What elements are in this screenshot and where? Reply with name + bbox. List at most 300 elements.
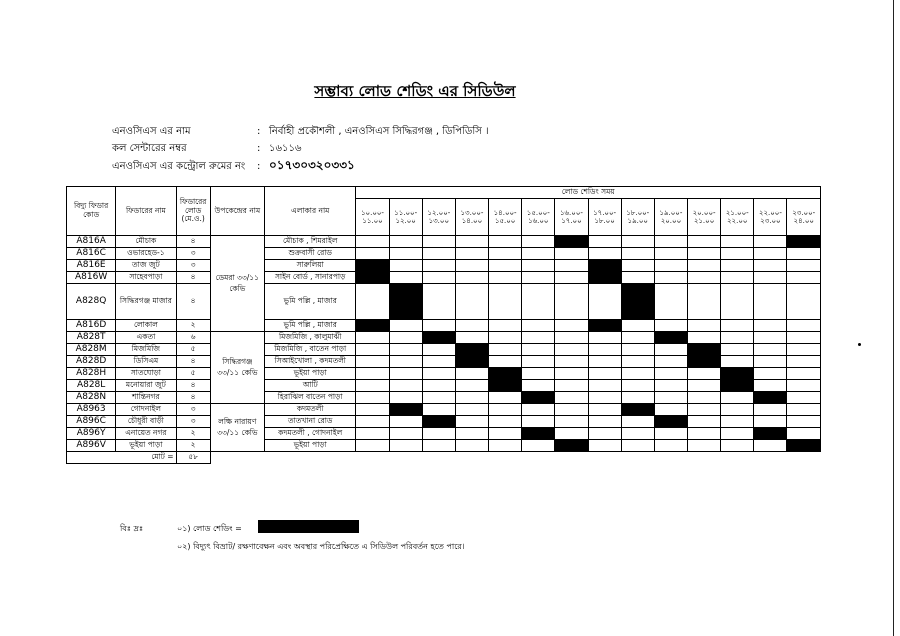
shedding-slot-off bbox=[588, 404, 621, 416]
shedding-slot-off bbox=[721, 392, 754, 404]
shedding-slot-off bbox=[787, 356, 821, 368]
shedding-slot-off bbox=[754, 404, 787, 416]
shedding-slot-off bbox=[522, 332, 555, 344]
shedding-slot-on bbox=[654, 332, 687, 344]
shedding-slot-off bbox=[455, 428, 488, 440]
page-title: সম্ভাব্য লোড শেডিং এর সিডিউল bbox=[314, 82, 516, 100]
shedding-slot-off bbox=[588, 380, 621, 392]
shedding-slot-on bbox=[787, 440, 821, 452]
note-2: ০২) বিদ্যুৎ বিভ্রাট/ রক্ষণাবেক্ষন এবং অবস্থার পরিপ্রেক্ষিতে এ সিডিউল পরিবর্তন হতে পারে। bbox=[177, 542, 465, 551]
shedding-slot-off bbox=[455, 380, 488, 392]
shedding-slot-off bbox=[621, 440, 654, 452]
shedding-slot-on bbox=[489, 380, 522, 392]
shedding-slot-off bbox=[522, 284, 555, 320]
shedding-slot-on bbox=[389, 284, 422, 320]
shedding-slot-off bbox=[754, 284, 787, 320]
shedding-slot-off bbox=[687, 416, 720, 428]
shedding-slot-off bbox=[787, 416, 821, 428]
shedding-slot-off bbox=[389, 260, 422, 272]
feeder-load: ৩ bbox=[176, 248, 210, 260]
shedding-slot-off bbox=[522, 356, 555, 368]
shedding-slot-off bbox=[489, 344, 522, 356]
shedding-slot-on bbox=[455, 356, 488, 368]
shedding-slot-off bbox=[422, 344, 455, 356]
shedding-slot-off bbox=[687, 440, 720, 452]
time-slot-end: ১৮.০০ bbox=[594, 217, 615, 225]
time-slot-end: ১৩.০০ bbox=[428, 217, 450, 225]
time-slot-header bbox=[754, 199, 787, 236]
feeder-load: ৫ bbox=[176, 368, 210, 380]
feeder-load: ৩ bbox=[176, 416, 210, 428]
shedding-slot-off bbox=[687, 404, 720, 416]
shedding-slot-off bbox=[621, 248, 654, 260]
shedding-slot-off bbox=[754, 440, 787, 452]
feeder-load: ৫ bbox=[176, 344, 210, 356]
shedding-slot-off bbox=[522, 416, 555, 428]
shedding-slot-off bbox=[422, 368, 455, 380]
shedding-slot-off bbox=[687, 284, 720, 320]
info-label: এনওসিএস এর কন্ট্রোল রুমের নং bbox=[112, 161, 246, 172]
time-slot-start: ১৩.০০- bbox=[460, 208, 484, 217]
shedding-slot-off bbox=[389, 332, 422, 344]
shedding-slot-off bbox=[455, 320, 488, 332]
feeder-code: A828Q bbox=[67, 284, 116, 320]
time-slot-start: ১২.০০- bbox=[427, 208, 451, 217]
shedding-slot-on bbox=[522, 428, 555, 440]
table-row bbox=[67, 404, 821, 416]
time-slot-start: ১৪.০০- bbox=[493, 208, 517, 217]
info-label: কল সেন্টারের নম্বর bbox=[112, 143, 187, 154]
feeder-name: চৌধুরী বাড়ী bbox=[116, 416, 176, 428]
shedding-slot-off bbox=[721, 236, 754, 248]
shedding-slot-off bbox=[787, 248, 821, 260]
feeder-name: মিজমিজি bbox=[116, 344, 176, 356]
time-slot-start: ১১.০০- bbox=[394, 208, 418, 217]
table-row bbox=[67, 416, 821, 428]
time-slot-end: ২৪.০০ bbox=[793, 217, 814, 225]
shedding-slot-off bbox=[588, 368, 621, 380]
shedding-slot-on bbox=[687, 356, 720, 368]
shedding-slot-off bbox=[654, 368, 687, 380]
feeder-code: A816A bbox=[67, 236, 116, 248]
shedding-slot-off bbox=[621, 236, 654, 248]
shedding-slot-off bbox=[754, 236, 787, 248]
feeder-code: A828D bbox=[67, 356, 116, 368]
time-slot-header bbox=[654, 199, 687, 236]
header-feeder-load: ফিডারের লোড (মে.ও.) bbox=[176, 187, 210, 236]
info-label: এনওসিএস এর নাম bbox=[112, 126, 191, 137]
time-slot-end: ১২.০০ bbox=[395, 217, 416, 225]
shedding-slot-on bbox=[522, 392, 555, 404]
feeder-load: ৩ bbox=[176, 404, 210, 416]
shedding-slot-off bbox=[389, 428, 422, 440]
shedding-slot-off bbox=[721, 428, 754, 440]
shedding-slot-off bbox=[787, 272, 821, 284]
shedding-slot-off bbox=[687, 320, 720, 332]
shedding-slot-off bbox=[522, 320, 555, 332]
shedding-slot-off bbox=[621, 380, 654, 392]
shedding-slot-off bbox=[588, 356, 621, 368]
shedding-slot-on bbox=[422, 416, 455, 428]
shedding-slot-off bbox=[356, 236, 389, 248]
shedding-slot-off bbox=[588, 344, 621, 356]
shedding-slot-off bbox=[489, 416, 522, 428]
shedding-slot-off bbox=[621, 332, 654, 344]
feeder-name: মনোয়ারা জুট bbox=[116, 380, 176, 392]
shedding-slot-off bbox=[555, 368, 588, 380]
feeder-code: A816D bbox=[67, 320, 116, 332]
shedding-slot-off bbox=[654, 248, 687, 260]
shedding-slot-off bbox=[787, 404, 821, 416]
shedding-slot-off bbox=[787, 284, 821, 320]
shedding-slot-off bbox=[489, 260, 522, 272]
shedding-slot-off bbox=[754, 416, 787, 428]
table-row bbox=[67, 368, 821, 380]
header-feeder-code: বিদ্যু ফিডার কোড bbox=[67, 187, 116, 236]
info-row-control-room: এনওসিএস এর কন্ট্রোল রুমের নং : ০১৭৩০৩২০৩৩১ bbox=[112, 157, 355, 177]
feeder-code: A816C bbox=[67, 248, 116, 260]
time-slot-start: ১৮.০০- bbox=[626, 208, 650, 217]
stray-dot bbox=[858, 343, 861, 346]
shedding-slot-off bbox=[687, 428, 720, 440]
time-slot-end: ২২.০০ bbox=[727, 217, 748, 225]
time-slot-start: ১০.০০- bbox=[361, 208, 384, 217]
feeder-load: ২ bbox=[176, 428, 210, 440]
shedding-slot-off bbox=[721, 356, 754, 368]
shedding-slot-off bbox=[787, 320, 821, 332]
info-value: নির্বাহী প্রকৌশলী , এনওসিএস সিদ্ধিরগঞ্জ , ডিপিডিসি । bbox=[269, 126, 489, 137]
shedding-slot-on bbox=[621, 404, 654, 416]
feeder-load: ৪ bbox=[176, 380, 210, 392]
shedding-slot-off bbox=[555, 428, 588, 440]
shedding-slot-off bbox=[422, 260, 455, 272]
substation-name: ডেমরা ৩৩/১১ কেভি bbox=[210, 236, 264, 332]
shedding-slot-off bbox=[787, 260, 821, 272]
feeder-code: A896Y bbox=[67, 428, 116, 440]
shedding-slot-on bbox=[687, 344, 720, 356]
shedding-slot-off bbox=[621, 416, 654, 428]
shedding-slot-on bbox=[422, 332, 455, 344]
substation-name: সিদ্ধিরগঞ্জ ৩৩/১১ কেভি bbox=[210, 332, 264, 404]
shedding-slot-off bbox=[621, 260, 654, 272]
shedding-slot-on bbox=[588, 272, 621, 284]
time-slot-header bbox=[621, 199, 654, 236]
shedding-slot-off bbox=[754, 272, 787, 284]
shedding-slot-off bbox=[787, 368, 821, 380]
shedding-slot-off bbox=[654, 380, 687, 392]
table-row bbox=[67, 344, 821, 356]
shedding-slot-off bbox=[721, 344, 754, 356]
shedding-slot-off bbox=[356, 416, 389, 428]
shedding-slot-off bbox=[455, 248, 488, 260]
shedding-slot-off bbox=[588, 332, 621, 344]
table-row bbox=[67, 248, 821, 260]
shedding-slot-off bbox=[422, 236, 455, 248]
area-name: সারুলিয়া bbox=[264, 260, 355, 272]
table-row bbox=[67, 440, 821, 452]
shedding-slot-off bbox=[489, 248, 522, 260]
shedding-slot-off bbox=[522, 248, 555, 260]
feeder-code: A816E bbox=[67, 260, 116, 272]
table-row bbox=[67, 392, 821, 404]
shedding-slot-on bbox=[356, 320, 389, 332]
shedding-slot-off bbox=[588, 284, 621, 320]
shedding-slot-off bbox=[555, 284, 588, 320]
area-name: ভুমি পল্লি , মাজার bbox=[264, 320, 355, 332]
time-slot-header bbox=[588, 199, 621, 236]
shedding-slot-off bbox=[654, 356, 687, 368]
shedding-slot-off bbox=[654, 344, 687, 356]
feeder-load: ২ bbox=[176, 440, 210, 452]
shedding-slot-on bbox=[654, 416, 687, 428]
shedding-slot-off bbox=[356, 332, 389, 344]
shedding-slot-off bbox=[621, 368, 654, 380]
info-value: ১৬১১৬ bbox=[269, 143, 302, 154]
area-name: মিজমিজি , বাতেন পাড়া bbox=[264, 344, 355, 356]
header-area: এলাকার নাম bbox=[264, 187, 355, 236]
time-slot-end: ১৭.০০ bbox=[561, 217, 582, 225]
shedding-slot-off bbox=[489, 428, 522, 440]
shedding-slot-off bbox=[455, 440, 488, 452]
time-slot-header bbox=[389, 199, 422, 236]
shedding-slot-off bbox=[356, 404, 389, 416]
shedding-slot-off bbox=[721, 440, 754, 452]
area-name: সাইন বোর্ড , সানারপাড় bbox=[264, 272, 355, 284]
info-row-call-center: কল সেন্টারের নম্বর : ১৬১১৬ bbox=[112, 141, 301, 158]
feeder-name: শান্তিনগর bbox=[116, 392, 176, 404]
shedding-slot-off bbox=[389, 320, 422, 332]
feeder-name: মৌচাক bbox=[116, 236, 176, 248]
shedding-slot-off bbox=[489, 440, 522, 452]
time-slot-end: ২৩.০০ bbox=[760, 217, 781, 225]
shedding-slot-off bbox=[555, 320, 588, 332]
shedding-slot-off bbox=[455, 284, 488, 320]
area-name: মৌচাক , শিমরাইল bbox=[264, 236, 355, 248]
feeder-load: ২ bbox=[176, 320, 210, 332]
header-feeder-name: ফিডারের নাম bbox=[116, 187, 176, 236]
notes-label: বিঃ দ্রঃ bbox=[120, 524, 144, 533]
time-slot-end: ২০.০০ bbox=[660, 217, 682, 225]
shedding-slot-on bbox=[356, 260, 389, 272]
time-slot-start: ২১.০০- bbox=[725, 208, 749, 217]
feeder-code: A828L bbox=[67, 380, 116, 392]
time-slot-start: ১৫.০০- bbox=[526, 208, 550, 217]
shedding-slot-off bbox=[489, 392, 522, 404]
shedding-slot-off bbox=[422, 272, 455, 284]
feeder-name: এনায়েত নগর bbox=[116, 428, 176, 440]
time-slot-start: ১৭.০০- bbox=[593, 208, 617, 217]
table-row bbox=[67, 356, 821, 368]
shedding-slot-off bbox=[687, 332, 720, 344]
load-shedding-table bbox=[66, 186, 821, 464]
shedding-slot-off bbox=[654, 392, 687, 404]
feeder-code: A828M bbox=[67, 344, 116, 356]
shedding-slot-off bbox=[654, 320, 687, 332]
shedding-slot-off bbox=[389, 356, 422, 368]
shedding-slot-off bbox=[555, 344, 588, 356]
area-name: ভুমি পল্লি , মাজার bbox=[264, 284, 355, 320]
shedding-slot-off bbox=[522, 272, 555, 284]
shedding-slot-off bbox=[654, 284, 687, 320]
shedding-slot-on bbox=[489, 368, 522, 380]
shedding-slot-on bbox=[721, 368, 754, 380]
shedding-slot-off bbox=[754, 380, 787, 392]
shedding-slot-off bbox=[555, 260, 588, 272]
shedding-slot-off bbox=[455, 392, 488, 404]
shedding-slot-off bbox=[422, 320, 455, 332]
total-row bbox=[67, 452, 821, 464]
shedding-slot-off bbox=[687, 260, 720, 272]
shedding-slot-off bbox=[489, 356, 522, 368]
time-slot-header bbox=[555, 199, 588, 236]
shedding-slot-off bbox=[687, 380, 720, 392]
shedding-slot-off bbox=[588, 392, 621, 404]
feeder-code: A896C bbox=[67, 416, 116, 428]
area-name: সিআইখোলা , কদমতলী bbox=[264, 356, 355, 368]
shedding-slot-off bbox=[588, 248, 621, 260]
shedding-slot-off bbox=[555, 404, 588, 416]
shedding-slot-off bbox=[356, 380, 389, 392]
shedding-slot-off bbox=[489, 272, 522, 284]
time-slot-start: ১৯.০০- bbox=[659, 208, 683, 217]
shedding-slot-off bbox=[389, 392, 422, 404]
shedding-slot-off bbox=[654, 272, 687, 284]
shedding-slot-off bbox=[356, 356, 389, 368]
shedding-slot-off bbox=[356, 368, 389, 380]
time-slot-header bbox=[489, 199, 522, 236]
shedding-slot-off bbox=[422, 356, 455, 368]
shedding-slot-on bbox=[588, 260, 621, 272]
shedding-slot-off bbox=[422, 404, 455, 416]
feeder-load: ৪ bbox=[176, 356, 210, 368]
shedding-slot-off bbox=[389, 368, 422, 380]
shedding-slot-off bbox=[621, 320, 654, 332]
shedding-slot-off bbox=[389, 248, 422, 260]
shedding-slot-off bbox=[489, 236, 522, 248]
shedding-slot-off bbox=[687, 272, 720, 284]
shedding-slot-on bbox=[389, 404, 422, 416]
area-name: মিজমিজি , কালুমাঝী bbox=[264, 332, 355, 344]
shedding-slot-off bbox=[522, 368, 555, 380]
shedding-slot-off bbox=[687, 248, 720, 260]
shedding-slot-off bbox=[522, 260, 555, 272]
note-1: ০১) লোড শেডিং = bbox=[177, 524, 242, 533]
feeder-code: A828N bbox=[67, 392, 116, 404]
shedding-slot-off bbox=[588, 416, 621, 428]
time-slot-header bbox=[522, 199, 555, 236]
shedding-slot-off bbox=[356, 248, 389, 260]
shedding-slot-on bbox=[754, 428, 787, 440]
shedding-slot-off bbox=[356, 284, 389, 320]
shedding-slot-off bbox=[721, 248, 754, 260]
table-row bbox=[67, 284, 821, 320]
shedding-slot-off bbox=[754, 332, 787, 344]
shedding-slot-off bbox=[654, 440, 687, 452]
shedding-slot-off bbox=[787, 392, 821, 404]
shedding-slot-off bbox=[489, 332, 522, 344]
area-name: ভূইয়া পাড়া bbox=[264, 368, 355, 380]
feeder-load: ৩ bbox=[176, 260, 210, 272]
feeder-load: ৪ bbox=[176, 236, 210, 248]
shedding-slot-off bbox=[555, 272, 588, 284]
time-slot-start: ২২.০০- bbox=[758, 208, 782, 217]
shedding-slot-off bbox=[422, 392, 455, 404]
shedding-slot-off bbox=[787, 428, 821, 440]
feeder-name: সাহেবপাড়া bbox=[116, 272, 176, 284]
table-row bbox=[67, 380, 821, 392]
shedding-slot-off bbox=[455, 332, 488, 344]
shedding-slot-off bbox=[422, 380, 455, 392]
shedding-slot-off bbox=[522, 440, 555, 452]
shedding-slot-off bbox=[455, 272, 488, 284]
table-row bbox=[67, 320, 821, 332]
feeder-code: A828T bbox=[67, 332, 116, 344]
shedding-slot-off bbox=[687, 368, 720, 380]
feeder-name: ভূইয়া পাড়া bbox=[116, 440, 176, 452]
shedding-slot-off bbox=[588, 428, 621, 440]
shedding-slot-off bbox=[621, 344, 654, 356]
shedding-slot-off bbox=[721, 320, 754, 332]
feeder-load: ৪ bbox=[176, 272, 210, 284]
shedding-slot-off bbox=[455, 368, 488, 380]
area-name: তাতখানা রোড bbox=[264, 416, 355, 428]
shedding-slot-off bbox=[787, 344, 821, 356]
shedding-slot-on bbox=[588, 320, 621, 332]
feeder-name: একতা bbox=[116, 332, 176, 344]
shedding-slot-off bbox=[422, 440, 455, 452]
shedding-slot-off bbox=[754, 368, 787, 380]
feeder-code: A896V bbox=[67, 440, 116, 452]
shedding-slot-off bbox=[356, 344, 389, 356]
shedding-slot-off bbox=[555, 248, 588, 260]
feeder-name: ডিসিএম bbox=[116, 356, 176, 368]
shedding-slot-off bbox=[555, 416, 588, 428]
shedding-slot-off bbox=[754, 248, 787, 260]
time-slot-end: ১৬.০০ bbox=[528, 217, 549, 225]
shedding-slot-on bbox=[721, 380, 754, 392]
feeder-name: ওভারহেড-১ bbox=[116, 248, 176, 260]
feeder-name: সাতঘোড়া bbox=[116, 368, 176, 380]
shedding-slot-off bbox=[687, 392, 720, 404]
shedding-slot-on bbox=[754, 392, 787, 404]
shedding-slot-off bbox=[787, 380, 821, 392]
table-row bbox=[67, 428, 821, 440]
shedding-slot-off bbox=[787, 332, 821, 344]
shedding-slot-on bbox=[356, 272, 389, 284]
feeder-load: ৪ bbox=[176, 392, 210, 404]
shedding-slot-off bbox=[621, 428, 654, 440]
shedding-slot-off bbox=[422, 428, 455, 440]
header-substation: উপকেন্দ্রের নাম bbox=[210, 187, 264, 236]
shedding-slot-off bbox=[721, 284, 754, 320]
shedding-slot-off bbox=[356, 428, 389, 440]
time-slot-start: ২৩.০০- bbox=[792, 208, 816, 217]
feeder-name: লোকাল bbox=[116, 320, 176, 332]
shedding-slot-off bbox=[455, 404, 488, 416]
shedding-slot-off bbox=[555, 332, 588, 344]
shedding-slot-off bbox=[389, 416, 422, 428]
shedding-slot-off bbox=[555, 356, 588, 368]
shedding-slot-on bbox=[455, 344, 488, 356]
feeder-name: সিদ্ধিরগঞ্জ মাজার bbox=[116, 284, 176, 320]
shedding-slot-off bbox=[422, 284, 455, 320]
shedding-slot-off bbox=[754, 260, 787, 272]
shedding-slot-off bbox=[422, 248, 455, 260]
shedding-slot-off bbox=[588, 440, 621, 452]
shedding-slot-off bbox=[489, 284, 522, 320]
info-value: ০১৭৩০৩২০৩৩১ bbox=[269, 158, 355, 172]
time-slot-header bbox=[422, 199, 455, 236]
